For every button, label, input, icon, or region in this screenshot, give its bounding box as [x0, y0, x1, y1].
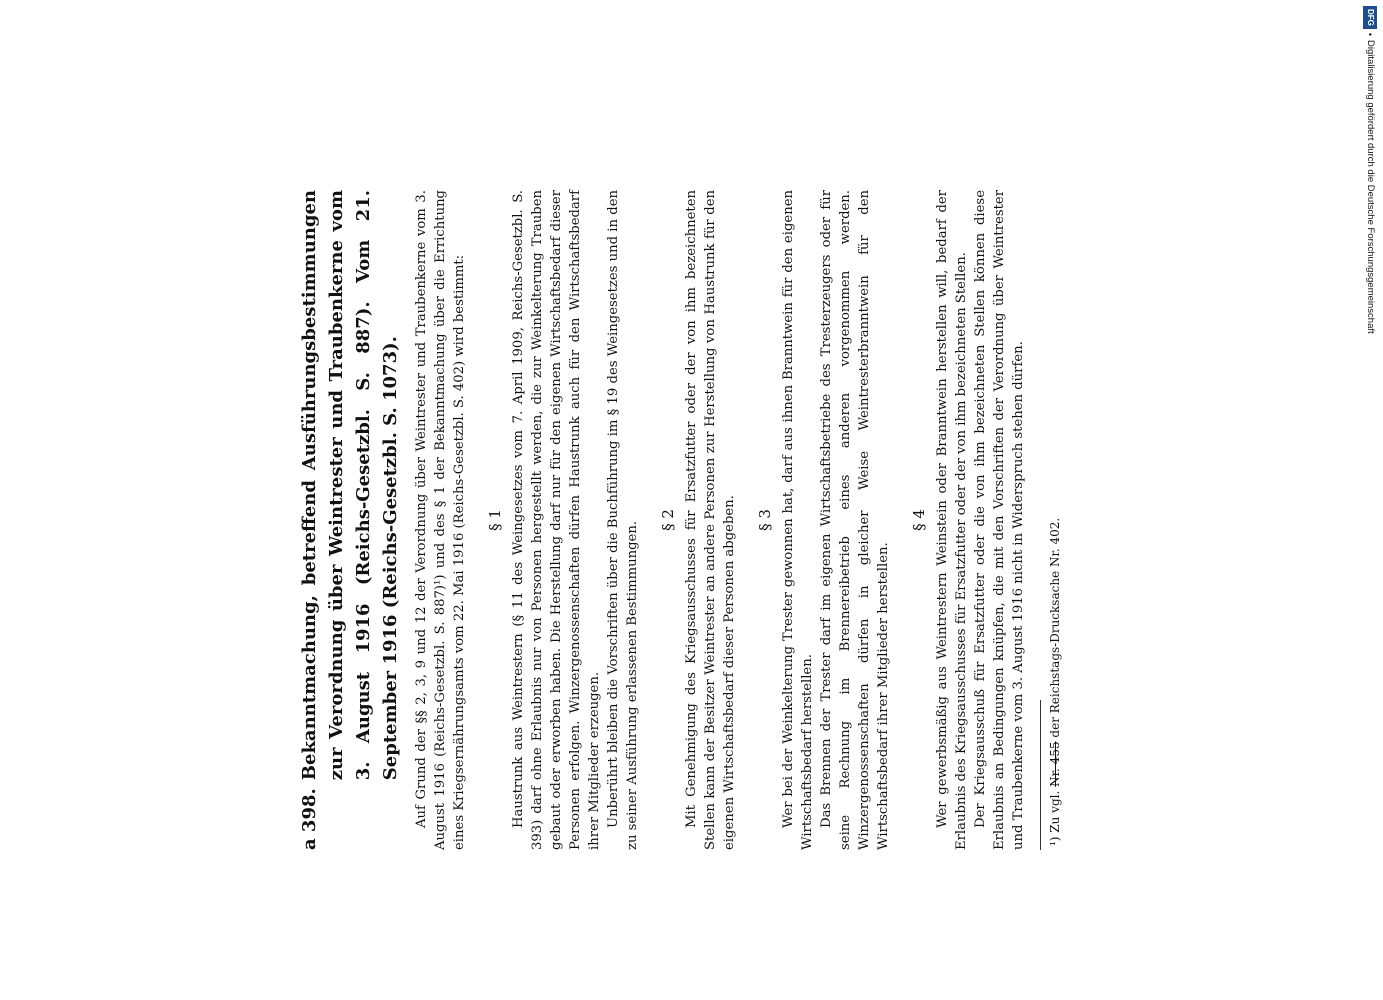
intro-paragraph: Auf Grund der §§ 2, 3, 9 und 12 der Verordnung über Weintrester und Traubenkerne vom 3. August 1916 (Reichs-Gesetzbl. S. 887)¹) und des § 1 der Bekanntmachung über die Errichtung eines Kriegsernährungsamts vom 22. Mai 1916 (Reichs-Gesetzbl. S. 402) wird bestimmt: [414, 190, 467, 850]
footnote [1047, 190, 1064, 850]
section-paragraph: Mit Genehmigung des Kriegsausschusses für Ersatzfutter oder der von ihm bezeichneten Stellen kann der Besitzer Weintrester an andere Personen zur Herstellung von Haustrunk für den eigenen Wirtschaftsbedarf dieser Personen abgeben. [684, 190, 737, 850]
rotated-document-content [296, 190, 1216, 850]
section-1 [485, 190, 642, 850]
section-label: § 2 [659, 509, 677, 531]
document-heading [296, 190, 404, 850]
funding-credit-inner [1363, 6, 1377, 406]
section-label: § 4 [910, 509, 928, 531]
section-2 [658, 190, 739, 850]
section-4 [909, 190, 1028, 850]
footnote-suffix: der Reichstags-Drucksache Nr. 402. [1048, 517, 1062, 738]
document-title: Bekanntmachung, betreffend Ausführungsbestimmungen zur Verordnung über Weintrester und Traubenkerne vom 3. August 1916 (Reichs-Gesetzbl. S. 887). Vom 21. September 1916 (Reichs-Gesetzbl. S. 1073). [299, 190, 401, 781]
footnote-prefix: ¹) Zu vgl. [1048, 790, 1062, 846]
dfg-logo: DFG [1363, 6, 1377, 29]
section-paragraph: Wer bei der Weinkelterung Trester gewonnen hat, darf aus ihnen Branntwein für den eigenen Wirtschaftsbedarf herstellen. [781, 190, 815, 850]
section-paragraph: Der Kriegsausschuß für Ersatzfutter oder die von ihm bezeichneten Stellen können diese Erlaubnis an Bedingungen knüpfen, die mit den Vorschriften der Verordnung über Weintrester und Traubenkerne vom 3. August 1916 nicht in Widerspruch stehen dürfen. [973, 190, 1026, 850]
footnote-struck-reference: Nr. 455 [1048, 741, 1062, 787]
document-number: a 398. [299, 788, 320, 850]
funding-credit [1359, 6, 1381, 406]
section-label: § 3 [756, 509, 774, 531]
section-3 [755, 190, 893, 850]
funding-credit-bullet: • [1365, 32, 1375, 37]
section-paragraph: Das Brennen der Trester darf im eigenen Wirtschaftsbetriebe des Tresterzeugers oder für seine Rechnung im Brennereibetrieb eines anderen vorgenommen werden. Winzergenossenschaften dürfen in gleicher Weise Weintresterbranntwein für den Wirtschaftsbedarf ihrer Mitglieder herstellen. [819, 190, 891, 850]
funding-credit-text: Digitalisierung gefördert durch die Deutsche Forschungsgemeinschaft [1365, 40, 1376, 334]
section-label: § 1 [486, 509, 504, 531]
section-paragraph: Haustrunk aus Weintrestern (§ 11 des Weingesetzes vom 7. April 1909, Reichs-Gesetzbl. S. 393) darf ohne Erlaubnis nur von Personen hergestellt werden, die zur Weinkelterung Trauben gebaut oder erworben haben. Die Herstellung darf nur für den eigenen Wirtschaftsbedarf dieser Personen erfolgen. Winzergenossenschaften dürfen Haustrunk auch für den Wirtschaftsbedarf ihrer Mitglieder erzeugen. [511, 190, 602, 850]
section-paragraph: Wer gewerbsmäßig aus Weintrestern Weinstein oder Branntwein herstellen will, bedarf der Erlaubnis des Kriegsausschusses für Ersatzfutter oder der von ihm bezeichneten Stellen. [935, 190, 969, 850]
footnote-divider [1040, 700, 1041, 850]
section-paragraph: Unberührt bleiben die Vorschriften über die Buchführung im § 19 des Weingesetzes und in den zu seiner Ausführung erlassenen Bestimmungen. [606, 190, 640, 850]
